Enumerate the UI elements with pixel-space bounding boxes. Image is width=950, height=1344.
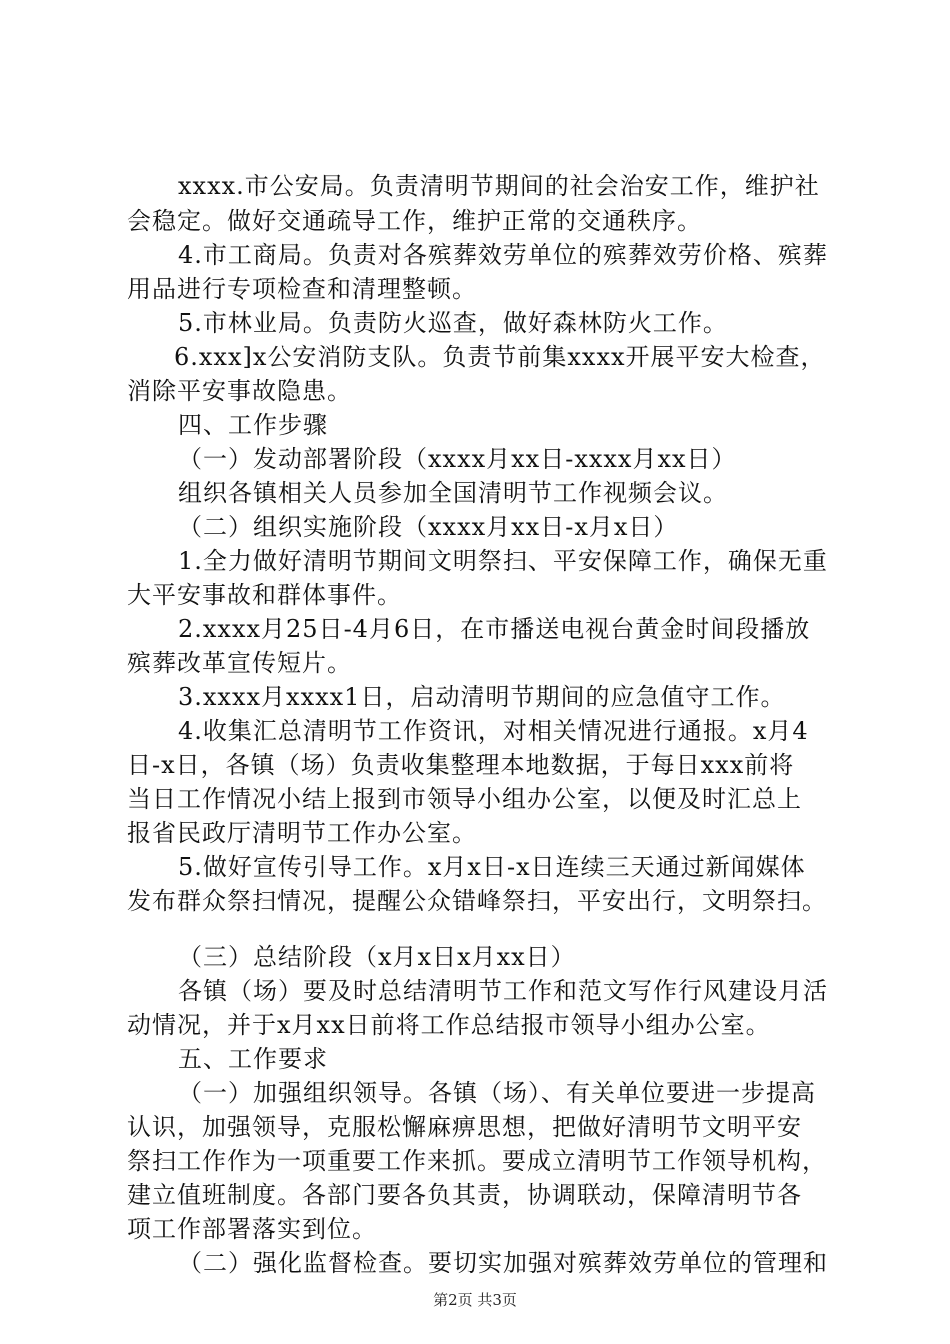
body-line: 消除平安事故隐患。	[127, 377, 352, 405]
body-line: 3.xxxx月xxxx1日，启动清明节期间的应急值守工作。	[178, 683, 786, 711]
body-line: 4.市工商局。负责对各殡葬效劳单位的殡葬效劳价格、殡葬	[178, 241, 828, 269]
body-line: 项工作部署落实到位。	[127, 1215, 377, 1243]
body-line: （一）加强组织领导。各镇（场）、有关单位要进一步提高	[178, 1079, 816, 1107]
body-line: （二）强化监督检查。要切实加强对殡葬效劳单位的管理和	[178, 1249, 828, 1277]
body-line: 6.xxx]x公安消防支队。负责节前集xxxx开展平安大检查，	[174, 343, 826, 371]
body-line: 4.收集汇总清明节工作资讯，对相关情况进行通报。x月4	[178, 717, 809, 745]
body-line: 殡葬改革宣传短片。	[127, 649, 352, 677]
body-line: 当日工作情况小结上报到市领导小组办公室，以便及时汇总上	[127, 785, 802, 813]
body-line: 组织各镇相关人员参加全国清明节工作视频会议。	[178, 479, 728, 507]
section-heading: 四、工作步骤	[178, 411, 328, 439]
body-line: 日-x日，各镇（场）负责收集整理本地数据，于每日xxx前将	[127, 751, 795, 779]
body-line: 会稳定。做好交通疏导工作，维护正常的交通秩序。	[127, 207, 702, 235]
body-line: 5.做好宣传引导工作。x月x日-x日连续三天通过新闻媒体	[178, 853, 806, 881]
body-line: 5.市林业局。负责防火巡查，做好森林防火工作。	[178, 309, 728, 337]
body-line: 认识，加强领导，克服松懈麻痹思想，把做好清明节文明平安	[127, 1113, 802, 1141]
body-line: 祭扫工作作为一项重要工作来抓。要成立清明节工作领导机构，	[127, 1147, 827, 1175]
body-line: 发布群众祭扫情况，提醒公众错峰祭扫，平安出行，文明祭扫。	[127, 887, 827, 915]
subsection-heading: （三）总结阶段（x月x日x月xx日）	[178, 943, 576, 971]
body-line: 1.全力做好清明节期间文明祭扫、平安保障工作，确保无重	[178, 547, 828, 575]
page-number-footer: 第2页 共3页	[433, 1291, 517, 1309]
body-line: 报省民政厅清明节工作办公室。	[127, 819, 477, 847]
body-line: xxxx.市公安局。负责清明节期间的社会治安工作，维护社	[178, 172, 820, 200]
body-line: 2.xxxx月25日-4月6日，在市播送电视台黄金时间段播放	[178, 615, 811, 643]
body-line: 用品进行专项检查和清理整顿。	[127, 275, 477, 303]
section-heading: 五、工作要求	[178, 1045, 328, 1073]
body-line: 建立值班制度。各部门要各负其责，协调联动，保障清明节各	[127, 1181, 802, 1209]
subsection-heading: （二）组织实施阶段（xxxx月xx日-x月x日）	[178, 513, 679, 541]
body-line: 动情况，并于x月xx日前将工作总结报市领导小组办公室。	[127, 1011, 771, 1039]
body-line: 各镇（场）要及时总结清明节工作和范文写作行风建设月活	[178, 977, 828, 1005]
body-line: 大平安事故和群体事件。	[127, 581, 402, 609]
subsection-heading: （一）发动部署阶段（xxxx月xx日-xxxx月xx日）	[178, 445, 737, 473]
